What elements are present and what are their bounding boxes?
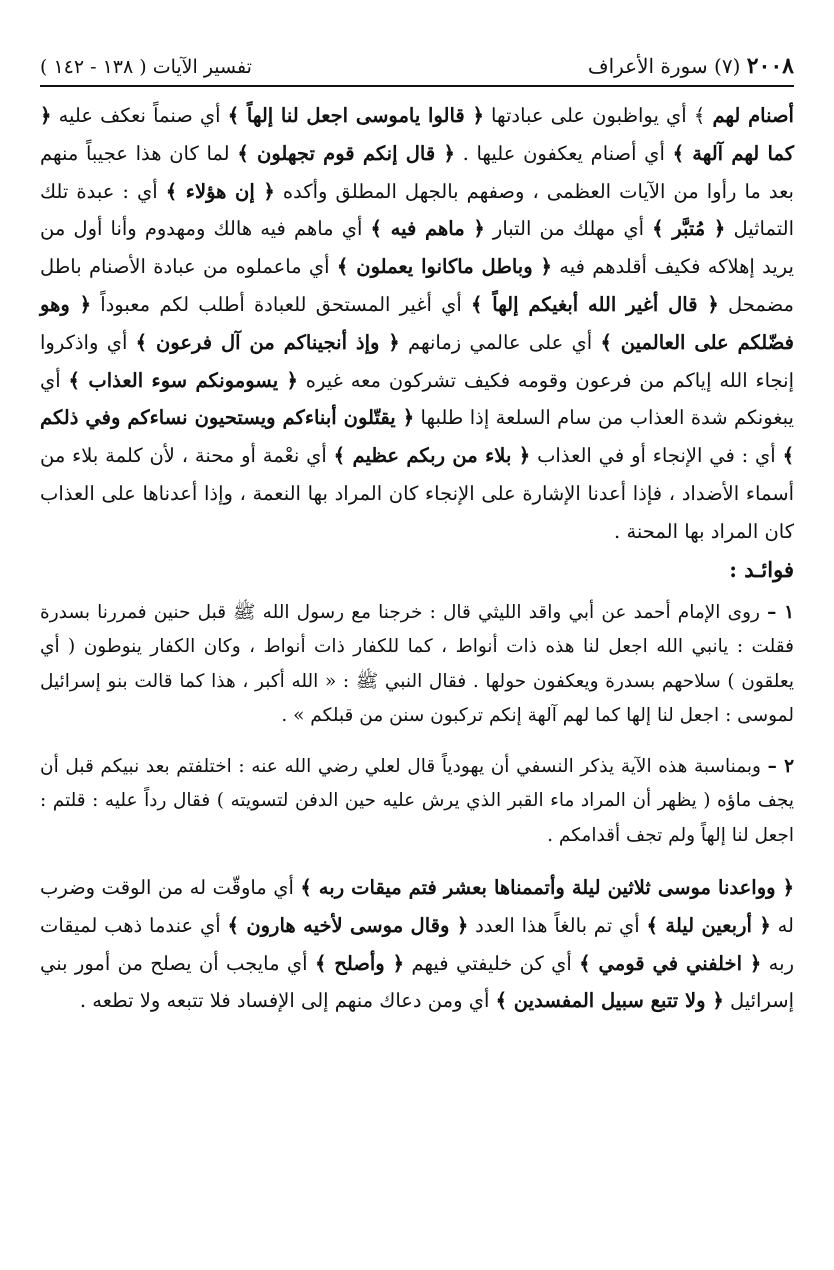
commentary-segment: أي ماوقّت له من الوقت وضرب له xyxy=(40,876,794,937)
quran-verse-segment: ﴿ أربعين ليلة ﴾ xyxy=(646,913,771,937)
quran-verse-segment: ﴿ وإذ أنجيناكم من آل فرعون ﴾ xyxy=(135,330,400,354)
surah-title: (٧) سورة الأعراف xyxy=(587,54,741,78)
commentary-segment: أي صنماً نعكف عليه xyxy=(51,104,228,127)
quran-verse-segment: ﴿ كما لهم آلهة ﴾ xyxy=(40,104,795,165)
commentary-segment: أي ماعملوه من عبادة الأصنام باطل مضمحل xyxy=(40,255,794,316)
commentary-segment: أي كن خليفتي فيهم xyxy=(404,951,580,975)
quran-verse-segment: أصنام لهم xyxy=(712,104,794,127)
quran-verse-segment: ﴿ وأصلح ﴾ xyxy=(314,951,405,975)
commentary-segment: أي : في الإنجاء أو في العذاب xyxy=(530,444,783,468)
paragraph-2-text xyxy=(40,869,794,1020)
commentary-segment: أي عندما ذهب لميقات ربه xyxy=(40,913,794,975)
commentary-segment: أي تم بالغاً هذا العدد xyxy=(468,913,647,937)
tafsir-paragraph-1 xyxy=(40,97,794,551)
benefit-number: ٢ – xyxy=(767,755,794,777)
commentary-segment: لما كان هذا عجيباً منهم بعد ما رأوا من الآيات العظمى ، وصفهم بالجهل المطلق وأكده xyxy=(40,141,794,203)
paragraph-1-text xyxy=(40,97,794,551)
tafsir-paragraph-2 xyxy=(40,869,794,1020)
quran-verse-segment: ﴿ اخلفني في قومي ﴾ xyxy=(579,951,762,975)
quran-verse-segment: ﴿ وواعدنا موسى ثلاثين ليلة وأتممناها بعشر فتم ميقات ربه ﴾ xyxy=(300,876,794,900)
page-header xyxy=(40,52,794,87)
quran-verse-segment: ﴿ وقال موسى لأخيه هارون ﴾ xyxy=(227,913,469,937)
benefit-text: روى الإمام أحمد عن أبي واقد الليثي قال : خرجنا مع رسول الله ﷺ قبل حنين فمررنا بسدرة فقلت : يانبي الله اجعل لنا هذه ذات أنواط ، كما للكفار ذات أنواط ، وكان الكفار ينوطون ( أي يعلقون ) سلاحهم بسدرة ويعكفون حولها . فقال النبي ﷺ : « الله أكبر ، هذا كما قالت بنو إسرائيل لموسى : اجعل لنا إلها كما لهم آلهة إنكم تركبون سنن من قبلكم » . xyxy=(40,601,794,727)
page-number: ٢٠٠٨ xyxy=(746,53,794,79)
quran-verse-segment: ﴿ بلاء من ربكم عظيم ﴾ xyxy=(333,444,531,468)
commentary-segment: أي أصنام يعكفون عليها . xyxy=(454,141,673,165)
commentary-segment: أي مهلك من التبار xyxy=(484,217,653,241)
quran-verse-segment: ﴿ ولا تتبع سبيل المفسدين ﴾ xyxy=(495,989,724,1013)
benefit-text: وبمناسبة هذه الآية يذكر النسفي أن يهودياً قال لعلي رضي الله عنه : اختلفتم بعد نبيكم قبل أن يجف ماؤه ( يظهر أن المراد ماء القبر الذي يرش عليه حين الدفن لتسويته ) فقال رداً عليه : قلتم : اجعل لنا إلهاً ولم تجف أقدامكم . xyxy=(40,755,794,846)
quran-verse-segment: ﴿ يسومونكم سوء العذاب ﴾ xyxy=(68,368,298,392)
quran-verse-segment: ﴿ قال إنكم قوم تجهلون ﴾ xyxy=(237,141,455,165)
quran-verse-segment: ﴿ وهو فضّلكم على العالمين ﴾ xyxy=(40,292,794,354)
commentary-segment: أي نعْمة أو محنة ، لأن كلمة بلاء من أسماء الأضداد ، فإذا أعدنا الإشارة على الإنجاء كان المراد بها النعمة ، وإذا أعدناها على العذاب كان المراد بها المحنة . xyxy=(40,444,794,543)
fawaid-heading: فوائـد : xyxy=(729,556,794,582)
section-title: تفسير الآيات ( ١٣٨ - ١٤٢ ) xyxy=(40,56,252,78)
commentary-segment: أي ماهم فيه هالك ومهدوم وأنا أول من يريد إهلاكه فكيف أقلدهم فيه xyxy=(40,217,794,279)
commentary-segment: أي أغير المستحق للعبادة أطلب لكم معبوداً xyxy=(91,292,472,316)
benefit-item-1 xyxy=(40,596,794,734)
quran-verse-segment: ﴿ مُتبَّر ﴾ xyxy=(652,217,726,241)
commentary-segment: أي على عالمي زمانهم xyxy=(399,330,601,354)
quran-verse-segment: ﴿ قالوا ياموسى اجعل لنا إلهاً ﴾ xyxy=(227,104,484,127)
commentary-segment: أي : عبدة تلك التماثيل xyxy=(40,179,795,241)
quran-verse-segment: ﴿ وباطل ماكانوا يعملون ﴾ xyxy=(336,255,552,279)
quran-verse-segment: ﴿ يقتّلون أبناءكم ويستحيون نساءكم وفي ذلكم ﴾ xyxy=(40,406,794,468)
commentary-segment: ﴾ أي يواظبون على عبادتها xyxy=(483,104,713,127)
commentary-segment: أي يبغونكم شدة العذاب من سام السلعة إذا طلبها xyxy=(40,368,794,430)
book-page xyxy=(40,52,794,1020)
benefit-item-2 xyxy=(40,750,794,854)
header-right xyxy=(588,52,794,80)
quran-verse-segment: ﴿ ماهم فيه ﴾ xyxy=(370,217,485,241)
commentary-segment: أي واذكروا إنجاء الله إياكم من فرعون وقومه فكيف تشركون معه غيره xyxy=(40,330,794,392)
commentary-segment: أي مايجب أن يصلح من أمور بني إسرائيل xyxy=(40,951,794,1013)
quran-verse-segment: ﴿ قال أغير الله أبغيكم إلهاً ﴾ xyxy=(471,292,719,316)
commentary-segment: أي ومن دعاك منهم إلى الإفساد فلا تتبعه ولا تطعه . xyxy=(79,989,496,1013)
quran-verse-segment: ﴿ إن هؤلاء ﴾ xyxy=(165,179,275,203)
benefit-number: ١ – xyxy=(767,601,794,623)
